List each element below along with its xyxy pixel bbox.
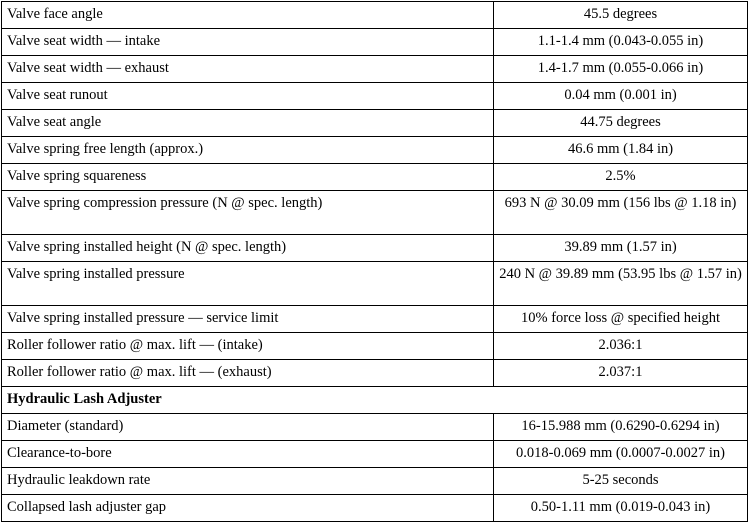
section-title: Hydraulic Lash Adjuster: [2, 387, 748, 414]
spec-value: 39.89 mm (1.57 in): [494, 235, 748, 262]
section-header-row: [2, 387, 748, 414]
spec-value: 2.037:1: [494, 360, 748, 387]
spec-label: Valve seat width — exhaust: [2, 56, 494, 83]
table-row: [2, 164, 748, 191]
table-row: [2, 191, 748, 235]
table-row: [2, 2, 748, 29]
table-row: [2, 495, 748, 522]
spec-label: Diameter (standard): [2, 414, 494, 441]
spec-label: Collapsed lash adjuster gap: [2, 495, 494, 522]
spec-label: Valve seat runout: [2, 83, 494, 110]
spec-value: 1.1-1.4 mm (0.043-0.055 in): [494, 29, 748, 56]
spec-label: Roller follower ratio @ max. lift — (exhaust): [2, 360, 494, 387]
table-row: [2, 441, 748, 468]
spec-value: 10% force loss @ specified height: [494, 306, 748, 333]
spec-label: Clearance-to-bore: [2, 441, 494, 468]
table-row: [2, 306, 748, 333]
spec-label: Valve face angle: [2, 2, 494, 29]
spec-label: Valve spring squareness: [2, 164, 494, 191]
table-row: [2, 468, 748, 495]
spec-label: Valve seat angle: [2, 110, 494, 137]
spec-label: Valve spring installed pressure — service limit: [2, 306, 494, 333]
spec-label: Valve spring compression pressure (N @ spec. length): [2, 191, 494, 235]
table-row: [2, 29, 748, 56]
spec-label: Valve spring free length (approx.): [2, 137, 494, 164]
spec-value: 0.50-1.11 mm (0.019-0.043 in): [494, 495, 748, 522]
spec-value: 0.04 mm (0.001 in): [494, 83, 748, 110]
table-row: [2, 333, 748, 360]
spec-value: 0.018-0.069 mm (0.0007-0.0027 in): [494, 441, 748, 468]
table-row: [2, 262, 748, 306]
spec-label: Valve spring installed height (N @ spec. length): [2, 235, 494, 262]
spec-value: 5-25 seconds: [494, 468, 748, 495]
spec-value: 693 N @ 30.09 mm (156 lbs @ 1.18 in): [494, 191, 748, 235]
spec-value: 46.6 mm (1.84 in): [494, 137, 748, 164]
spec-value: 2.5%: [494, 164, 748, 191]
spec-value: 2.036:1: [494, 333, 748, 360]
spec-value: 1.4-1.7 mm (0.055-0.066 in): [494, 56, 748, 83]
table-row: [2, 137, 748, 164]
table-row: [2, 110, 748, 137]
table-row: [2, 414, 748, 441]
spec-label: Valve seat width — intake: [2, 29, 494, 56]
spec-value: 16-15.988 mm (0.6290-0.6294 in): [494, 414, 748, 441]
spec-table: [1, 1, 748, 522]
spec-label: Hydraulic leakdown rate: [2, 468, 494, 495]
table-row: [2, 83, 748, 110]
table-row: [2, 235, 748, 262]
table-row: [2, 360, 748, 387]
spec-value: 240 N @ 39.89 mm (53.95 lbs @ 1.57 in): [494, 262, 748, 306]
spec-value: 45.5 degrees: [494, 2, 748, 29]
table-row: [2, 56, 748, 83]
spec-label: Roller follower ratio @ max. lift — (intake): [2, 333, 494, 360]
spec-value: 44.75 degrees: [494, 110, 748, 137]
spec-label: Valve spring installed pressure: [2, 262, 494, 306]
